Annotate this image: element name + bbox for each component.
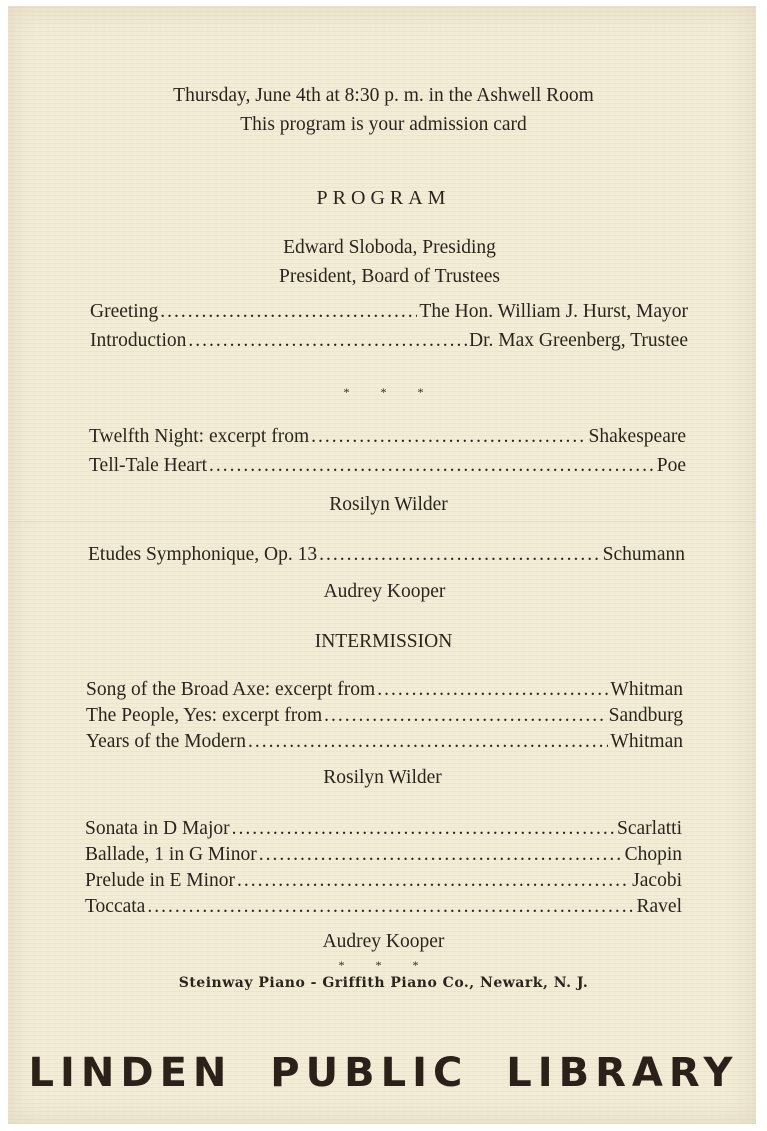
row-left: Ballade, 1 in G Minor [85, 844, 257, 865]
program-row-years-of-the-modern [86, 730, 683, 754]
row-right: Shakespeare [588, 426, 686, 447]
row-left: Toccata [85, 896, 146, 917]
presiding-name: Edward Sloboda, Presiding [283, 237, 496, 258]
row-right: Sandburg [608, 705, 683, 726]
leader-dots [311, 425, 586, 449]
program-row-greeting [90, 300, 688, 324]
header-admission-line: This program is your admission card [240, 114, 527, 135]
row-right: Schumann [602, 544, 685, 565]
leader-dots [188, 329, 467, 353]
row-left: Song of the Broad Axe: excerpt from [86, 679, 376, 700]
program-row-etudes [88, 543, 685, 567]
row-right: Jacobi [632, 870, 682, 891]
row-right: Chopin [624, 844, 682, 865]
program-row-introduction [90, 329, 688, 353]
row-left: The People, Yes: excerpt from [86, 705, 323, 726]
program-row-the-people-yes [86, 704, 683, 728]
program-row-twelfth-night [89, 425, 686, 449]
program-row-broad-axe [86, 678, 683, 702]
leader-dots [237, 869, 630, 893]
row-left: Introduction [90, 330, 187, 351]
row-left: Prelude in E Minor [85, 870, 236, 891]
row-right: Dr. Max Greenberg, Trustee [469, 330, 688, 351]
program-row-tell-tale-heart [89, 454, 686, 478]
leader-dots [232, 817, 615, 841]
piano-credit: Steinway Piano - Griffith Piano Co., Newark, N. J. [178, 975, 589, 991]
section-separator: * * * [338, 958, 433, 972]
program-row-sonata [85, 817, 682, 841]
row-right: Ravel [636, 896, 682, 917]
row-right: Whitman [610, 679, 683, 700]
program-heading: PROGRAM [316, 187, 451, 209]
reader-name-2: Rosilyn Wilder [323, 767, 442, 788]
library-name-footer: LINDEN PUBLIC LIBRARY [28, 1050, 739, 1096]
row-left: Years of the Modern [86, 731, 246, 752]
leader-dots [319, 543, 601, 567]
row-right: Whitman [610, 731, 683, 752]
row-left: Etudes Symphonique, Op. 13 [88, 544, 318, 565]
leader-dots [209, 454, 655, 478]
row-right: The Hon. William J. Hurst, Mayor [419, 301, 688, 322]
row-left: Twelfth Night: excerpt from [89, 426, 310, 447]
leader-dots [377, 678, 608, 702]
row-left: Greeting [90, 301, 159, 322]
leader-dots [324, 704, 606, 728]
fold-crease [8, 520, 756, 522]
row-left: Tell-Tale Heart [89, 455, 207, 476]
program-row-toccata [85, 895, 682, 919]
row-right: Scarlatti [617, 818, 682, 839]
presiding-title: President, Board of Trustees [279, 266, 500, 287]
reader-name-1: Rosilyn Wilder [329, 494, 448, 515]
program-row-ballade [85, 843, 682, 867]
leader-dots [160, 300, 417, 324]
pianist-name-1: Audrey Kooper [323, 581, 446, 602]
intermission-label: INTERMISSION [314, 631, 453, 652]
header-date-line: Thursday, June 4th at 8:30 p. m. in the Ashwell Room [173, 85, 594, 106]
section-separator: * * * [343, 385, 438, 399]
row-left: Sonata in D Major [85, 818, 230, 839]
leader-dots [248, 730, 608, 754]
leader-dots [259, 843, 623, 867]
program-row-prelude [85, 869, 682, 893]
leader-dots [147, 895, 634, 919]
row-right: Poe [656, 455, 686, 476]
pianist-name-2: Audrey Kooper [322, 931, 445, 952]
